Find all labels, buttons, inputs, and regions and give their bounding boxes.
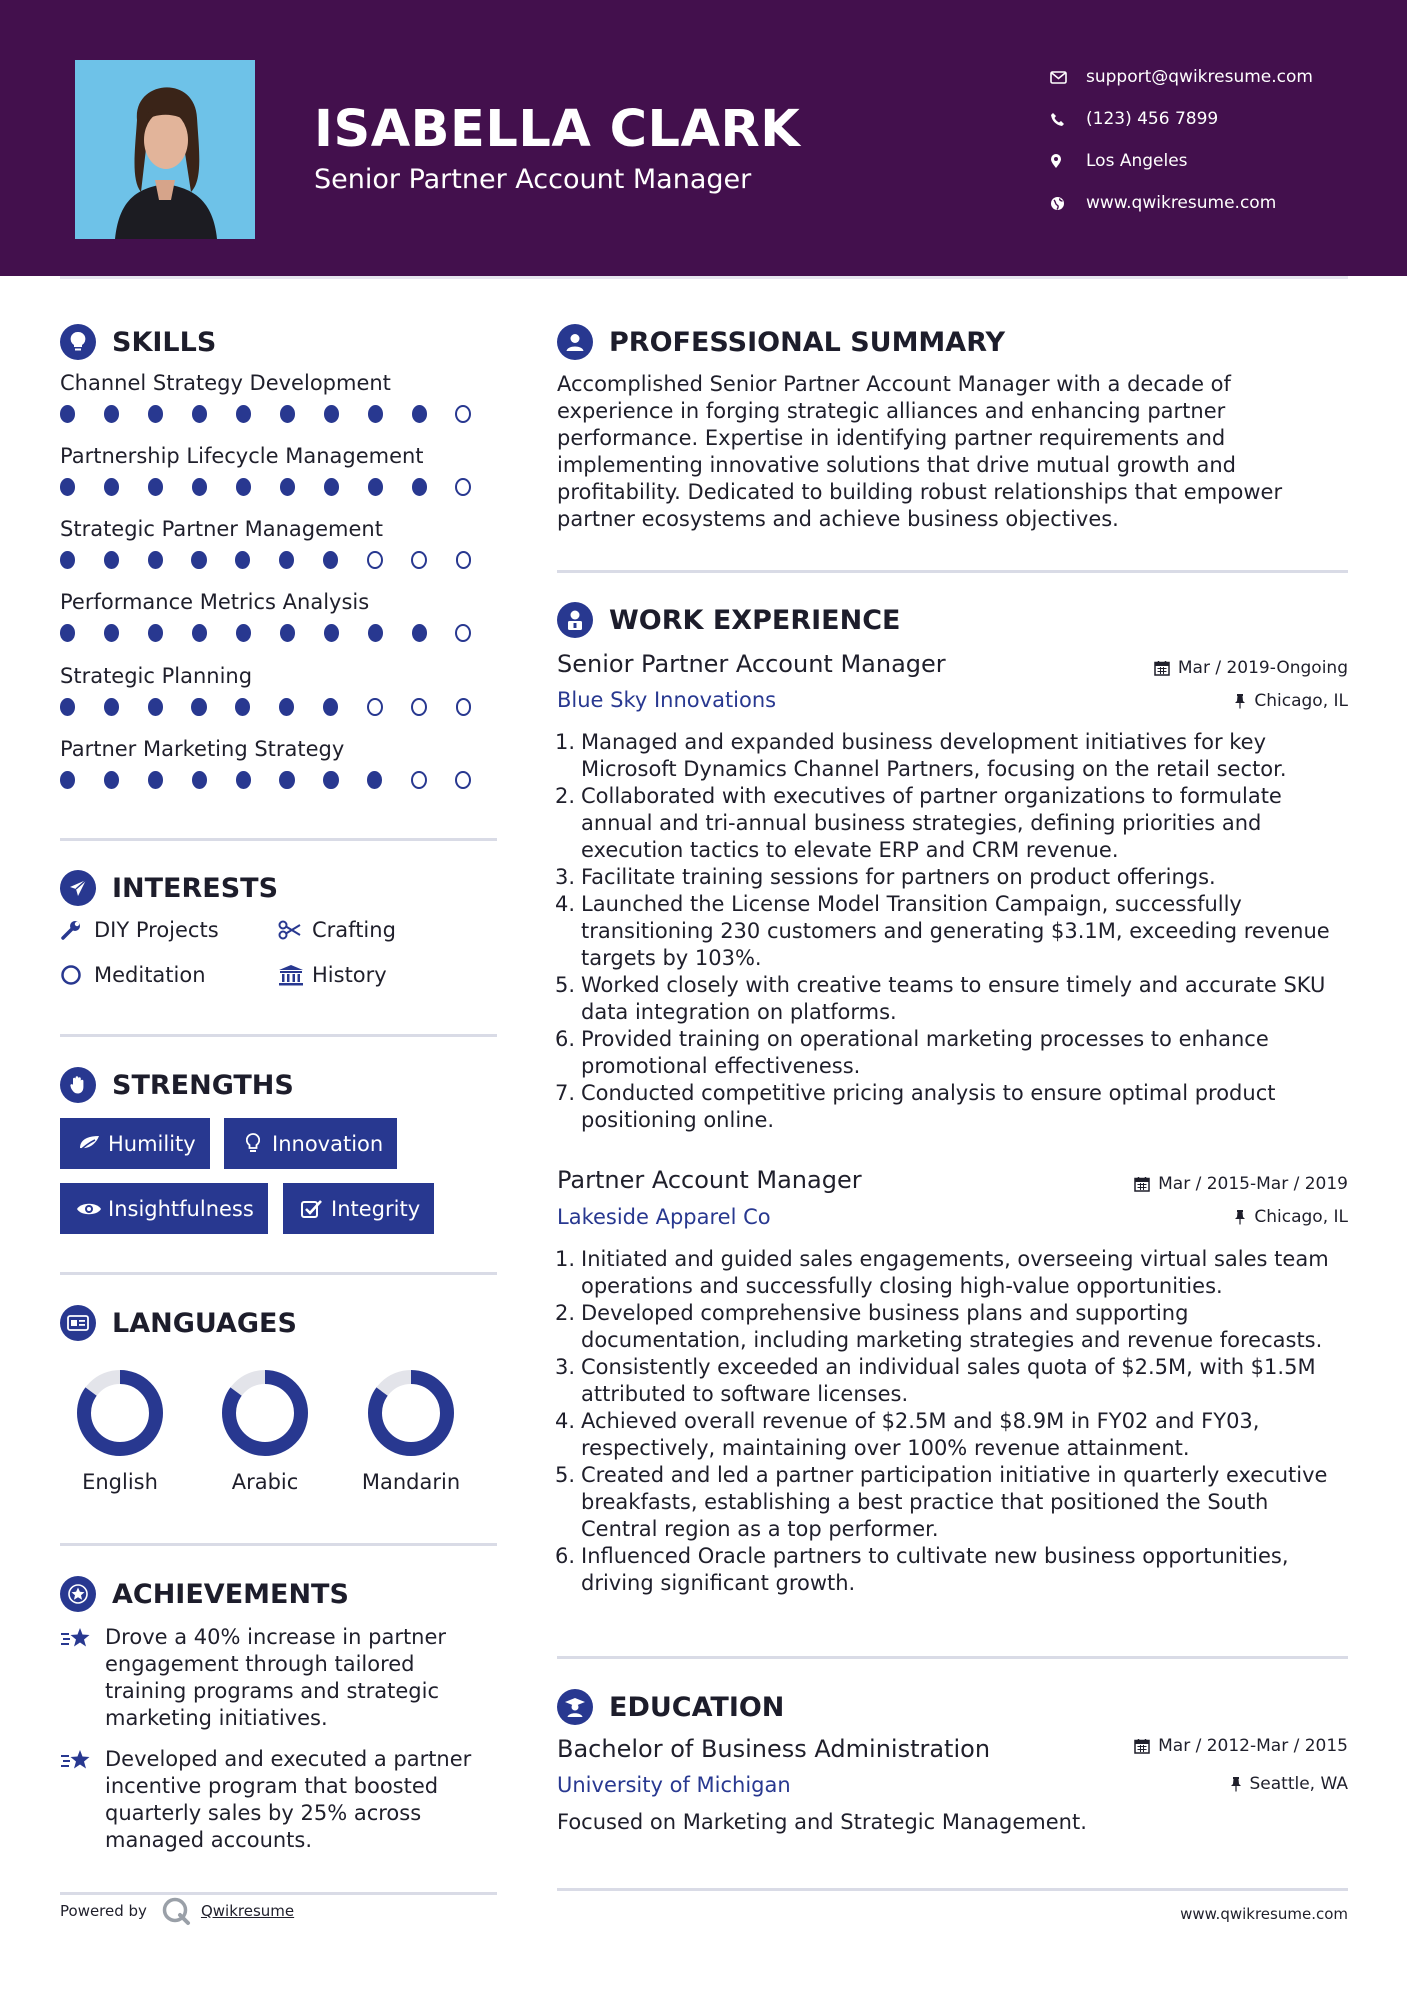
graduate-icon — [557, 1689, 593, 1725]
contact-location-text: Los Angeles — [1086, 151, 1188, 171]
job-dates-text: Mar / 2015-Mar / 2019 — [1158, 1174, 1348, 1194]
achievement-text: Drove a 40% increase in partner engagement through tailored training programs and strategic marketing initiatives. — [105, 1625, 447, 1730]
rating-dot-filled — [148, 405, 163, 423]
skill-rating — [60, 551, 500, 569]
rating-dot-empty — [455, 624, 471, 642]
list-item: 4. Launched the License Model Transition Campaign, successfully transitioning 230 customers and generating $3.1M, exceeding revenue targets by 103%. — [554, 892, 1330, 970]
leaf-icon — [70, 1134, 108, 1154]
rating-dot-filled — [280, 405, 295, 423]
school-name: University of Michigan — [557, 1773, 791, 1797]
footer-website[interactable]: www.qwikresume.com — [1180, 1905, 1348, 1923]
rating-dot-filled — [368, 624, 383, 642]
id-card-icon — [60, 1305, 96, 1341]
rating-dot-filled — [60, 771, 75, 789]
rating-dot-empty — [367, 698, 383, 716]
shooting-star-icon — [60, 1624, 105, 1732]
company-name: Lakeside Apparel Co — [557, 1205, 771, 1229]
pushpin-icon — [1230, 1776, 1242, 1792]
candidate-name: ISABELLA CLARK — [314, 100, 801, 159]
rating-dot-filled — [104, 771, 119, 789]
skill-item — [60, 517, 500, 569]
rating-dot-filled — [104, 405, 119, 423]
list-item: 7. Conducted competitive pricing analysis to ensure optimal product positioning online. — [554, 1081, 1276, 1132]
job-dates — [1154, 658, 1348, 678]
rating-dot-filled — [148, 478, 163, 496]
paper-plane-icon — [60, 870, 96, 906]
education-description: Focused on Marketing and Strategic Management. — [557, 1810, 1087, 1834]
rating-dot-empty — [456, 698, 472, 716]
section-divider — [557, 1656, 1348, 1659]
list-item: 5. Worked closely with creative teams to ensure timely and accurate SKU data integration on platforms. — [554, 973, 1326, 1024]
languages-title: LANGUAGES — [112, 1307, 297, 1339]
list-item: 4. Achieved overall revenue of $2.5M and $8.9M in FY02 and FY03, respectively, maintaining over 100% revenue attainment. — [554, 1409, 1260, 1460]
rating-dot-filled — [324, 405, 339, 423]
degree-title: Bachelor of Business Administration — [557, 1735, 991, 1763]
list-item: 2. Collaborated with executives of partner organizations to formulate annual and tri-annual business strategies, defining priorities and execution tactics to elevate ERP and CRM revenue. — [554, 784, 1282, 862]
rating-dot-filled — [192, 405, 207, 423]
interests-title: INTERESTS — [112, 872, 279, 904]
list-item: 5. Created and led a partner participation initiative in quarterly executive breakfasts, establishing a best practice that positioned the South Central region as a top performer. — [554, 1463, 1328, 1541]
skill-rating — [60, 698, 500, 716]
hand-icon — [60, 1067, 96, 1103]
skill-name: Partner Marketing Strategy — [60, 737, 345, 761]
rating-dot-filled — [235, 698, 250, 716]
strength-badge — [60, 1118, 210, 1169]
job-bullets — [551, 729, 1351, 1134]
skill-item — [60, 664, 500, 716]
achievement-item — [60, 1746, 500, 1854]
rating-dot-filled — [148, 771, 163, 789]
rating-dot-filled — [60, 551, 75, 569]
job-bullets — [551, 1246, 1351, 1597]
pushpin-icon — [1234, 693, 1246, 709]
strength-badge — [60, 1183, 268, 1234]
section-divider — [557, 570, 1348, 573]
section-divider — [60, 1543, 497, 1546]
skill-item — [60, 371, 500, 423]
skill-rating — [60, 771, 500, 789]
rating-dot-filled — [235, 551, 250, 569]
interest-label: Meditation — [94, 963, 206, 987]
qwikresume-logo-icon — [161, 1896, 191, 1926]
section-divider — [60, 1034, 497, 1037]
rating-dot-filled — [279, 551, 294, 569]
powered-by-text: Powered by — [60, 1902, 147, 1920]
rating-dot-filled — [368, 478, 383, 496]
rating-dot-filled — [324, 478, 339, 496]
rating-dot-filled — [236, 624, 251, 642]
lightbulb-icon — [60, 324, 96, 360]
rating-dot-filled — [368, 405, 383, 423]
interest-label: History — [312, 963, 387, 987]
skills-title: SKILLS — [112, 326, 217, 358]
star-badge-icon — [60, 1576, 96, 1612]
rating-dot-filled — [104, 624, 119, 642]
skills-heading — [60, 324, 216, 360]
rating-dot-filled — [236, 405, 251, 423]
rating-dot-filled — [279, 771, 294, 789]
contact-list — [1050, 56, 1313, 224]
skill-item — [60, 737, 500, 789]
skill-rating — [60, 478, 500, 496]
bank-icon — [278, 964, 312, 986]
user-icon — [557, 324, 593, 360]
languages-heading — [60, 1305, 297, 1341]
rating-dot-filled — [280, 478, 295, 496]
footer-powered-by — [60, 1896, 294, 1926]
achievements-heading — [60, 1576, 349, 1612]
language-item — [200, 1368, 330, 1494]
education-location-text: Seattle, WA — [1249, 1774, 1348, 1794]
skill-rating — [60, 405, 500, 423]
section-divider — [557, 1888, 1348, 1891]
rating-dot-filled — [279, 698, 294, 716]
job-title: Partner Account Manager — [557, 1166, 862, 1194]
rating-dot-filled — [323, 698, 338, 716]
strength-badge — [224, 1118, 397, 1169]
list-item: 6. Provided training on operational marketing processes to enhance promotional effectiveness. — [554, 1027, 1269, 1078]
job-location — [1234, 691, 1348, 711]
rating-dot-filled — [148, 698, 163, 716]
briefcase-icon — [557, 602, 593, 638]
skill-item — [60, 590, 500, 642]
rating-dot-empty — [411, 771, 427, 789]
shooting-star-icon — [60, 1746, 105, 1854]
interest-item — [278, 918, 396, 942]
education-dates — [1134, 1736, 1348, 1756]
language-item — [55, 1368, 185, 1494]
list-item: 1. Managed and expanded business development initiatives for key Microsoft Dynamics Channel Partners, focusing on the retail sector. — [554, 730, 1287, 781]
rating-dot-filled — [104, 698, 119, 716]
education-title: EDUCATION — [609, 1691, 785, 1723]
rating-dot-filled — [104, 478, 119, 496]
rating-dot-filled — [104, 551, 119, 569]
strength-label: Insightfulness — [108, 1196, 254, 1221]
experience-heading — [557, 602, 900, 638]
rating-dot-filled — [324, 624, 339, 642]
skill-name: Strategic Planning — [60, 664, 253, 688]
contact-website[interactable] — [1050, 182, 1313, 224]
language-name: Arabic — [231, 1470, 299, 1494]
check-square-icon — [293, 1199, 331, 1219]
skill-name: Channel Strategy Development — [60, 371, 391, 395]
job-location-text: Chicago, IL — [1254, 1207, 1348, 1227]
interests-heading — [60, 870, 278, 906]
strength-label: Innovation — [272, 1131, 384, 1156]
contact-phone[interactable] — [1050, 98, 1313, 140]
job-title: Senior Partner Account Manager — [557, 650, 946, 678]
rating-dot-filled — [60, 624, 75, 642]
skill-name: Partnership Lifecycle Management — [60, 444, 424, 468]
interest-item — [60, 918, 219, 942]
section-divider — [60, 1892, 497, 1895]
qwikresume-link[interactable]: Qwikresume — [200, 1902, 295, 1920]
list-item: 1. Initiated and guided sales engagements, overseeing virtual sales team operations and successfully closing high-value opportunities. — [554, 1247, 1329, 1298]
interest-item — [278, 963, 387, 987]
language-donut — [366, 1368, 456, 1458]
rating-dot-filled — [192, 478, 207, 496]
section-divider — [60, 838, 497, 841]
language-donut — [220, 1368, 310, 1458]
skill-name: Strategic Partner Management — [60, 517, 383, 541]
strength-badge — [283, 1183, 434, 1234]
job-dates — [1134, 1174, 1348, 1194]
scissors-icon — [278, 920, 312, 940]
rating-dot-empty — [411, 551, 427, 569]
summary-heading — [557, 324, 1005, 360]
rating-dot-empty — [456, 551, 472, 569]
language-name: English — [82, 1470, 158, 1494]
contact-email[interactable] — [1050, 56, 1313, 98]
globe-icon — [1050, 196, 1086, 211]
rating-dot-empty — [367, 551, 383, 569]
interest-item — [60, 963, 206, 987]
skill-rating — [60, 624, 500, 642]
rating-dot-filled — [236, 771, 251, 789]
rating-dot-filled — [191, 551, 206, 569]
lightbulb-icon — [234, 1133, 272, 1155]
rating-dot-filled — [280, 624, 295, 642]
wrench-icon — [60, 919, 94, 941]
candidate-title: Senior Partner Account Manager — [314, 164, 752, 195]
language-item — [346, 1368, 476, 1494]
list-item: 3. Facilitate training sessions for partners on product offerings. — [554, 865, 1216, 889]
resume-header — [0, 0, 1407, 276]
profile-photo — [75, 60, 255, 239]
achievement-item — [60, 1624, 500, 1732]
rating-dot-filled — [191, 698, 206, 716]
rating-dot-filled — [323, 771, 338, 789]
rating-dot-filled — [60, 478, 75, 496]
skill-name: Performance Metrics Analysis — [60, 590, 370, 614]
job-location-text: Chicago, IL — [1254, 691, 1348, 711]
envelope-icon — [1050, 71, 1086, 84]
rating-dot-empty — [455, 405, 471, 423]
achievement-text: Developed and executed a partner incentive program that boosted quarterly sales by 25% across managed accounts. — [105, 1747, 472, 1852]
rating-dot-filled — [192, 771, 207, 789]
language-donut — [75, 1368, 165, 1458]
calendar-icon — [1154, 660, 1170, 676]
contact-website-text: www.qwikresume.com — [1086, 193, 1277, 213]
skill-item — [60, 444, 500, 496]
education-location — [1230, 1774, 1349, 1794]
education-heading — [557, 1689, 784, 1725]
rating-dot-empty — [411, 698, 427, 716]
rating-dot-filled — [148, 624, 163, 642]
strength-label: Humility — [108, 1131, 196, 1156]
rating-dot-empty — [455, 771, 471, 789]
achievements-title: ACHIEVEMENTS — [112, 1578, 349, 1610]
eye-icon — [70, 1201, 108, 1217]
rating-dot-filled — [367, 771, 382, 789]
rating-dot-filled — [412, 624, 427, 642]
rating-dot-filled — [60, 405, 75, 423]
contact-phone-text: (123) 456 7899 — [1086, 109, 1219, 129]
calendar-icon — [1134, 1176, 1150, 1192]
summary-title: PROFESSIONAL SUMMARY — [609, 326, 1006, 358]
experience-title: WORK EXPERIENCE — [609, 604, 901, 636]
job-location — [1234, 1207, 1348, 1227]
location-pin-icon — [1050, 153, 1086, 169]
rating-dot-filled — [192, 624, 207, 642]
rating-dot-filled — [236, 478, 251, 496]
list-item: 2. Developed comprehensive business plans and supporting documentation, including marketing strategies and revenue forecasts. — [554, 1301, 1323, 1352]
list-item: 3. Consistently exceeded an individual sales quota of $2.5M, with $1.5M attributed to software licenses. — [554, 1355, 1316, 1406]
strength-label: Integrity — [331, 1196, 421, 1221]
pushpin-icon — [1234, 1209, 1246, 1225]
section-divider — [60, 1272, 497, 1275]
summary-text: Accomplished Senior Partner Account Manager with a decade of experience in forging strategic alliances and enhancing partner performance. Expertise in identifying partner requirements and implementing innovative solutions that drive mutual growth and profitability. Dedicated to building robust relationships that empower partner ecosystems and achieve business objectives. — [557, 372, 1283, 531]
rating-dot-filled — [412, 478, 427, 496]
phone-icon — [1050, 112, 1086, 127]
strengths-heading — [60, 1067, 294, 1103]
rating-dot-filled — [148, 551, 163, 569]
company-name: Blue Sky Innovations — [557, 688, 777, 712]
circle-icon — [60, 964, 94, 986]
language-name: Mandarin — [361, 1470, 461, 1494]
contact-location — [1050, 140, 1313, 182]
rating-dot-filled — [412, 405, 427, 423]
contact-email-text: support@qwikresume.com — [1086, 67, 1313, 87]
rating-dot-empty — [455, 478, 471, 496]
education-dates-text: Mar / 2012-Mar / 2015 — [1158, 1736, 1348, 1756]
header-divider — [60, 276, 1348, 279]
strengths-title: STRENGTHS — [112, 1069, 294, 1101]
rating-dot-filled — [323, 551, 338, 569]
calendar-icon — [1134, 1738, 1150, 1754]
rating-dot-filled — [60, 698, 75, 716]
interest-label: DIY Projects — [94, 918, 219, 942]
list-item: 6. Influenced Oracle partners to cultivate new business opportunities, driving significant growth. — [554, 1544, 1289, 1595]
job-dates-text: Mar / 2019-Ongoing — [1177, 658, 1348, 678]
interest-label: Crafting — [312, 918, 396, 942]
